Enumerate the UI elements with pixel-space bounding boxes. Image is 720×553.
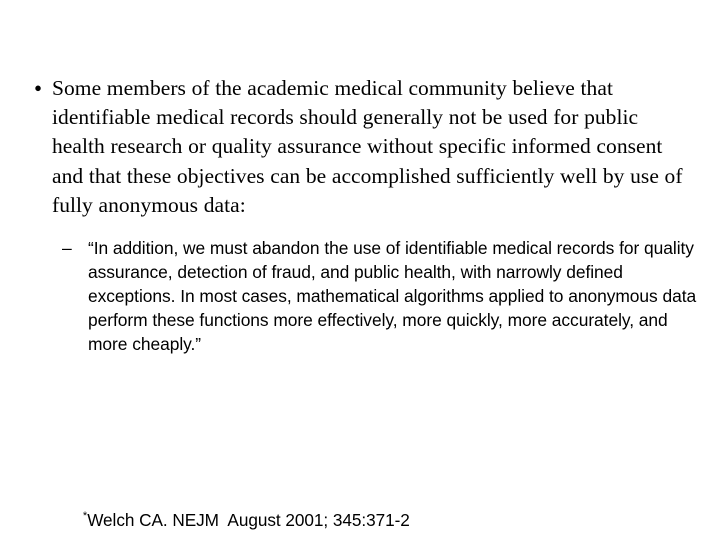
- bullet-level1-text: Some members of the academic medical community believe that identifiable medical records should generally not be used for public health research or quality assurance without specific informed consent and that these objectives can be accomplished sufficiently well by use of fully anonymous data:: [52, 76, 683, 217]
- bullet-item-level1: [30, 74, 692, 220]
- dash-marker-icon: –: [62, 238, 72, 258]
- footnote-citation-text: Welch CA. NEJM August 2001; 345:371-2: [87, 510, 410, 530]
- footnote-asterisk-icon: *: [82, 510, 88, 522]
- citation-footnote: [64, 483, 410, 553]
- bullet-item-level2: [62, 236, 702, 356]
- bullet-marker-icon: •: [34, 76, 43, 101]
- bullet-level2-quote-text: “In addition, we must abandon the use of identifiable medical records for quality assurance, detection of fraud, and public health, with narrowly defined exceptions. In most cases, mathematical algorithms applied to anonymous data perform these functions more effectively, more quickly, more accurately, and more cheaply.”: [88, 238, 697, 355]
